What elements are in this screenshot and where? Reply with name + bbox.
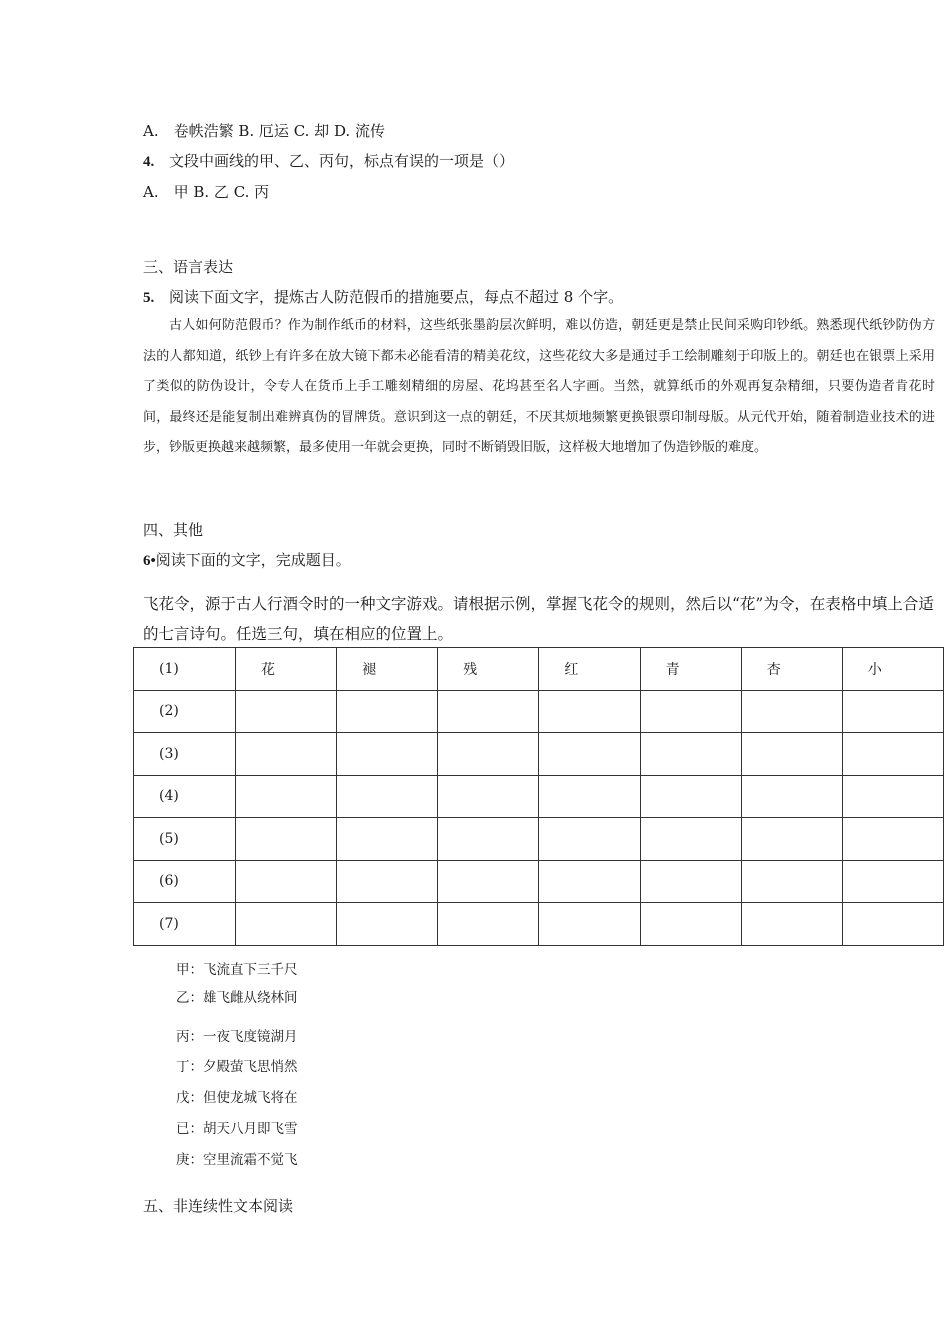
answer-cell[interactable] xyxy=(842,903,943,946)
example-line: 戊：但使龙城飞将在 xyxy=(176,1090,298,1106)
answer-cell[interactable] xyxy=(337,903,438,946)
answer-cell[interactable] xyxy=(438,690,539,733)
answer-cell[interactable] xyxy=(236,860,337,903)
row-label: (4) xyxy=(134,775,236,818)
example-line: 已：胡天八月即飞雪 xyxy=(176,1121,298,1137)
example-line: 庚：空里流霜不觉飞 xyxy=(176,1152,298,1168)
answer-cell[interactable] xyxy=(640,690,741,733)
answer-cell[interactable] xyxy=(337,690,438,733)
row-label: (7) xyxy=(134,903,236,946)
table-row xyxy=(134,775,944,818)
question-5-number: 5. xyxy=(143,290,155,306)
table-row xyxy=(134,903,944,946)
question-6-text: 阅读下面的文字，完成题目。 xyxy=(155,551,351,569)
table-cell: 残 xyxy=(438,648,539,691)
table-cell: 花 xyxy=(236,648,337,691)
q4-options: A. 甲 B. 乙 C. 丙 xyxy=(143,183,270,201)
row-label: (1) xyxy=(134,648,236,691)
row-label: (5) xyxy=(134,818,236,861)
answer-cell[interactable] xyxy=(640,775,741,818)
question-5 xyxy=(143,286,623,307)
answer-cell[interactable] xyxy=(438,775,539,818)
table-cell: 青 xyxy=(640,648,741,691)
answer-cell[interactable] xyxy=(337,733,438,776)
answer-cell[interactable] xyxy=(539,733,640,776)
answer-cell[interactable] xyxy=(640,860,741,903)
answer-cell[interactable] xyxy=(842,860,943,903)
question-4-number: 4. xyxy=(143,154,155,170)
answer-cell[interactable] xyxy=(539,903,640,946)
answer-cell[interactable] xyxy=(337,818,438,861)
section-4-heading: 四、其他 xyxy=(143,521,204,539)
answer-cell[interactable] xyxy=(741,690,842,733)
answer-cell[interactable] xyxy=(741,733,842,776)
table-cell: 杏 xyxy=(741,648,842,691)
answer-cell[interactable] xyxy=(842,775,943,818)
table-row xyxy=(134,860,944,903)
answer-cell[interactable] xyxy=(236,775,337,818)
table-cell: 褪 xyxy=(337,648,438,691)
question-5-text: 阅读下面文字，提炼古人防范假币的措施要点，每点不超过 8 个字。 xyxy=(169,288,624,306)
answer-cell[interactable] xyxy=(438,733,539,776)
answer-cell[interactable] xyxy=(842,690,943,733)
example-line: 丁：夕殿萤飞思悄然 xyxy=(176,1059,298,1075)
answer-cell[interactable] xyxy=(741,818,842,861)
answer-cell[interactable] xyxy=(842,733,943,776)
row-label: (3) xyxy=(134,733,236,776)
answer-cell[interactable] xyxy=(640,733,741,776)
row-label: (6) xyxy=(134,860,236,903)
answer-cell[interactable] xyxy=(236,903,337,946)
answer-cell[interactable] xyxy=(236,690,337,733)
table-cell: 小 xyxy=(842,648,943,691)
row-label: (2) xyxy=(134,690,236,733)
answer-cell[interactable] xyxy=(539,860,640,903)
answer-cell[interactable] xyxy=(236,733,337,776)
section-3-heading: 三、语言表达 xyxy=(143,258,234,276)
answer-cell[interactable] xyxy=(337,860,438,903)
example-line: 甲：飞流直下三千尺 xyxy=(176,962,298,978)
answer-cell[interactable] xyxy=(236,818,337,861)
table-row xyxy=(134,818,944,861)
answer-cell[interactable] xyxy=(640,903,741,946)
answer-cell[interactable] xyxy=(539,818,640,861)
answer-cell[interactable] xyxy=(539,775,640,818)
feihualing-table xyxy=(133,647,944,946)
answer-cell[interactable] xyxy=(842,818,943,861)
answer-cell[interactable] xyxy=(539,690,640,733)
answer-cell[interactable] xyxy=(337,775,438,818)
answer-cell[interactable] xyxy=(741,775,842,818)
table-cell: 红 xyxy=(539,648,640,691)
q3-options: A. 卷帙浩繁 B. 厄运 C. 却 D. 流传 xyxy=(143,122,385,140)
answer-cell[interactable] xyxy=(438,860,539,903)
example-line: 丙：一夜飞度镜湖月 xyxy=(176,1029,298,1045)
table-row xyxy=(134,690,944,733)
q6-intro: 飞花令，源于古人行酒令时的一种文字游戏。请根据示例，掌握飞花令的规则，然后以“花”为令，在表格中填上合适的七言诗句。任选三句，填在相应的位置上。 xyxy=(143,595,934,643)
section-5-heading: 五、非连续性文本阅读 xyxy=(143,1197,294,1215)
example-line: 乙：雄飞雌从绕林间 xyxy=(176,990,298,1006)
question-4 xyxy=(143,150,514,171)
q5-passage: 古人如何防范假币？作为制作纸币的材料，这些纸张墨韵层次鲜明，难以仿造，朝廷更是禁止民间采购印钞纸。熟悉现代纸钞防伪方法的人都知道，纸钞上有许多在放大镜下都未必能看清的精美花纹，这些花纹大多是通过手工绘制雕刻于印版上的。朝廷也在银票上采用了类似的防伪设计，令专人在货币上手工雕刻精细的房屋、花坞甚至名人字画。当然，就算纸币的外观再复杂精细，只要伪造者肯花时间，最终还是能复制出难辨真伪的冒牌货。意识到这一点的朝廷，不厌其烦地频繁更换银票印制母版。从元代开始，随着制造业技术的进步，钞版更换越来越频繁，最多使用一年就会更换，同时不断销毁旧版，这样极大地增加了伪造钞版的难度。 xyxy=(143,318,935,455)
question-6-number: 6• xyxy=(143,553,156,569)
question-6 xyxy=(143,549,351,570)
answer-cell[interactable] xyxy=(438,903,539,946)
question-4-text: 文段中画线的甲、乙、丙句，标点有误的一项是（） xyxy=(169,152,515,170)
answer-cell[interactable] xyxy=(741,903,842,946)
answer-cell[interactable] xyxy=(438,818,539,861)
answer-cell[interactable] xyxy=(741,860,842,903)
table-row xyxy=(134,648,944,691)
table-row xyxy=(134,733,944,776)
answer-cell[interactable] xyxy=(640,818,741,861)
